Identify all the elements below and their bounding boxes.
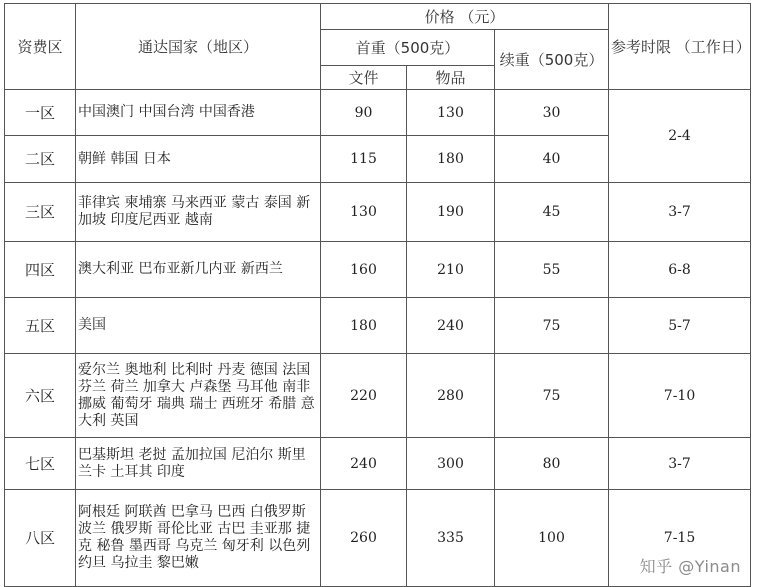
zone-cell: 六区 [5, 354, 76, 438]
zone-cell: 五区 [5, 298, 76, 354]
countries-header: 通达国家（地区） [76, 4, 321, 90]
time-limit-cell: 7-15 [609, 490, 751, 587]
countries-cell: 朝鲜 韩国 日本 [76, 136, 321, 183]
documents-header: 文件 [321, 66, 407, 90]
continued-price-cell: 55 [495, 242, 609, 298]
continued-price-cell: 75 [495, 354, 609, 438]
rate-table [4, 3, 751, 587]
goods-price-cell: 335 [407, 490, 495, 587]
table-row [5, 354, 751, 438]
table-row [5, 90, 751, 136]
continued-price-cell: 30 [495, 90, 609, 136]
documents-price-cell: 115 [321, 136, 407, 183]
zone-cell: 二区 [5, 136, 76, 183]
table-row [5, 438, 751, 490]
zone-cell: 四区 [5, 242, 76, 298]
table-row [5, 242, 751, 298]
time-limit-header: 参考时限 （工作日） [609, 4, 751, 90]
table-row [5, 490, 751, 587]
countries-cell: 阿根廷 阿联酋 巴拿马 巴西 白俄罗斯 波兰 俄罗斯 哥伦比亚 古巴 圭亚那 捷克 秘鲁 墨西哥 乌克兰 匈牙利 以色列 约旦 乌拉圭 黎巴嫩 [76, 490, 321, 587]
price-header: 价格 （元） [321, 4, 609, 30]
table-row [5, 298, 751, 354]
countries-cell: 菲律宾 柬埔寨 马来西亚 蒙古 泰国 新加坡 印度尼西亚 越南 [76, 183, 321, 242]
documents-price-cell: 220 [321, 354, 407, 438]
time-limit-cell: 2-4 [609, 90, 751, 183]
time-limit-cell: 6-8 [609, 242, 751, 298]
goods-price-cell: 130 [407, 90, 495, 136]
zone-cell: 七区 [5, 438, 76, 490]
countries-cell: 澳大利亚 巴布亚新几内亚 新西兰 [76, 242, 321, 298]
continued-price-cell: 100 [495, 490, 609, 587]
countries-cell: 美国 [76, 298, 321, 354]
continued-price-cell: 40 [495, 136, 609, 183]
goods-header: 物品 [407, 66, 495, 90]
documents-price-cell: 160 [321, 242, 407, 298]
zone-cell: 一区 [5, 90, 76, 136]
time-limit-cell: 7-10 [609, 354, 751, 438]
continued-weight-header: 续重（500克） [495, 30, 609, 90]
countries-cell: 中国澳门 中国台湾 中国香港 [76, 90, 321, 136]
time-limit-cell: 5-7 [609, 298, 751, 354]
zone-cell: 八区 [5, 490, 76, 587]
countries-cell: 爱尔兰 奥地利 比利时 丹麦 德国 法国 芬兰 荷兰 加拿大 卢森堡 马耳他 南非 挪威 葡萄牙 瑞典 瑞士 西班牙 希腊 意大利 英国 [76, 354, 321, 438]
countries-cell: 巴基斯坦 老挝 孟加拉国 尼泊尔 斯里兰卡 土耳其 印度 [76, 438, 321, 490]
zhihu-watermark: 知乎 @Yinan [639, 557, 741, 576]
goods-price-cell: 280 [407, 354, 495, 438]
goods-price-cell: 190 [407, 183, 495, 242]
time-limit-cell: 3-7 [609, 438, 751, 490]
zone-header: 资费区 [5, 4, 76, 90]
documents-price-cell: 180 [321, 298, 407, 354]
documents-price-cell: 90 [321, 90, 407, 136]
goods-price-cell: 180 [407, 136, 495, 183]
header-row-1 [5, 4, 751, 30]
table-row [5, 183, 751, 242]
continued-price-cell: 80 [495, 438, 609, 490]
zone-cell: 三区 [5, 183, 76, 242]
time-limit-cell: 3-7 [609, 183, 751, 242]
continued-price-cell: 45 [495, 183, 609, 242]
documents-price-cell: 260 [321, 490, 407, 587]
documents-price-cell: 130 [321, 183, 407, 242]
goods-price-cell: 210 [407, 242, 495, 298]
first-weight-header: 首重（500克） [321, 30, 495, 66]
continued-price-cell: 75 [495, 298, 609, 354]
goods-price-cell: 300 [407, 438, 495, 490]
goods-price-cell: 240 [407, 298, 495, 354]
documents-price-cell: 240 [321, 438, 407, 490]
